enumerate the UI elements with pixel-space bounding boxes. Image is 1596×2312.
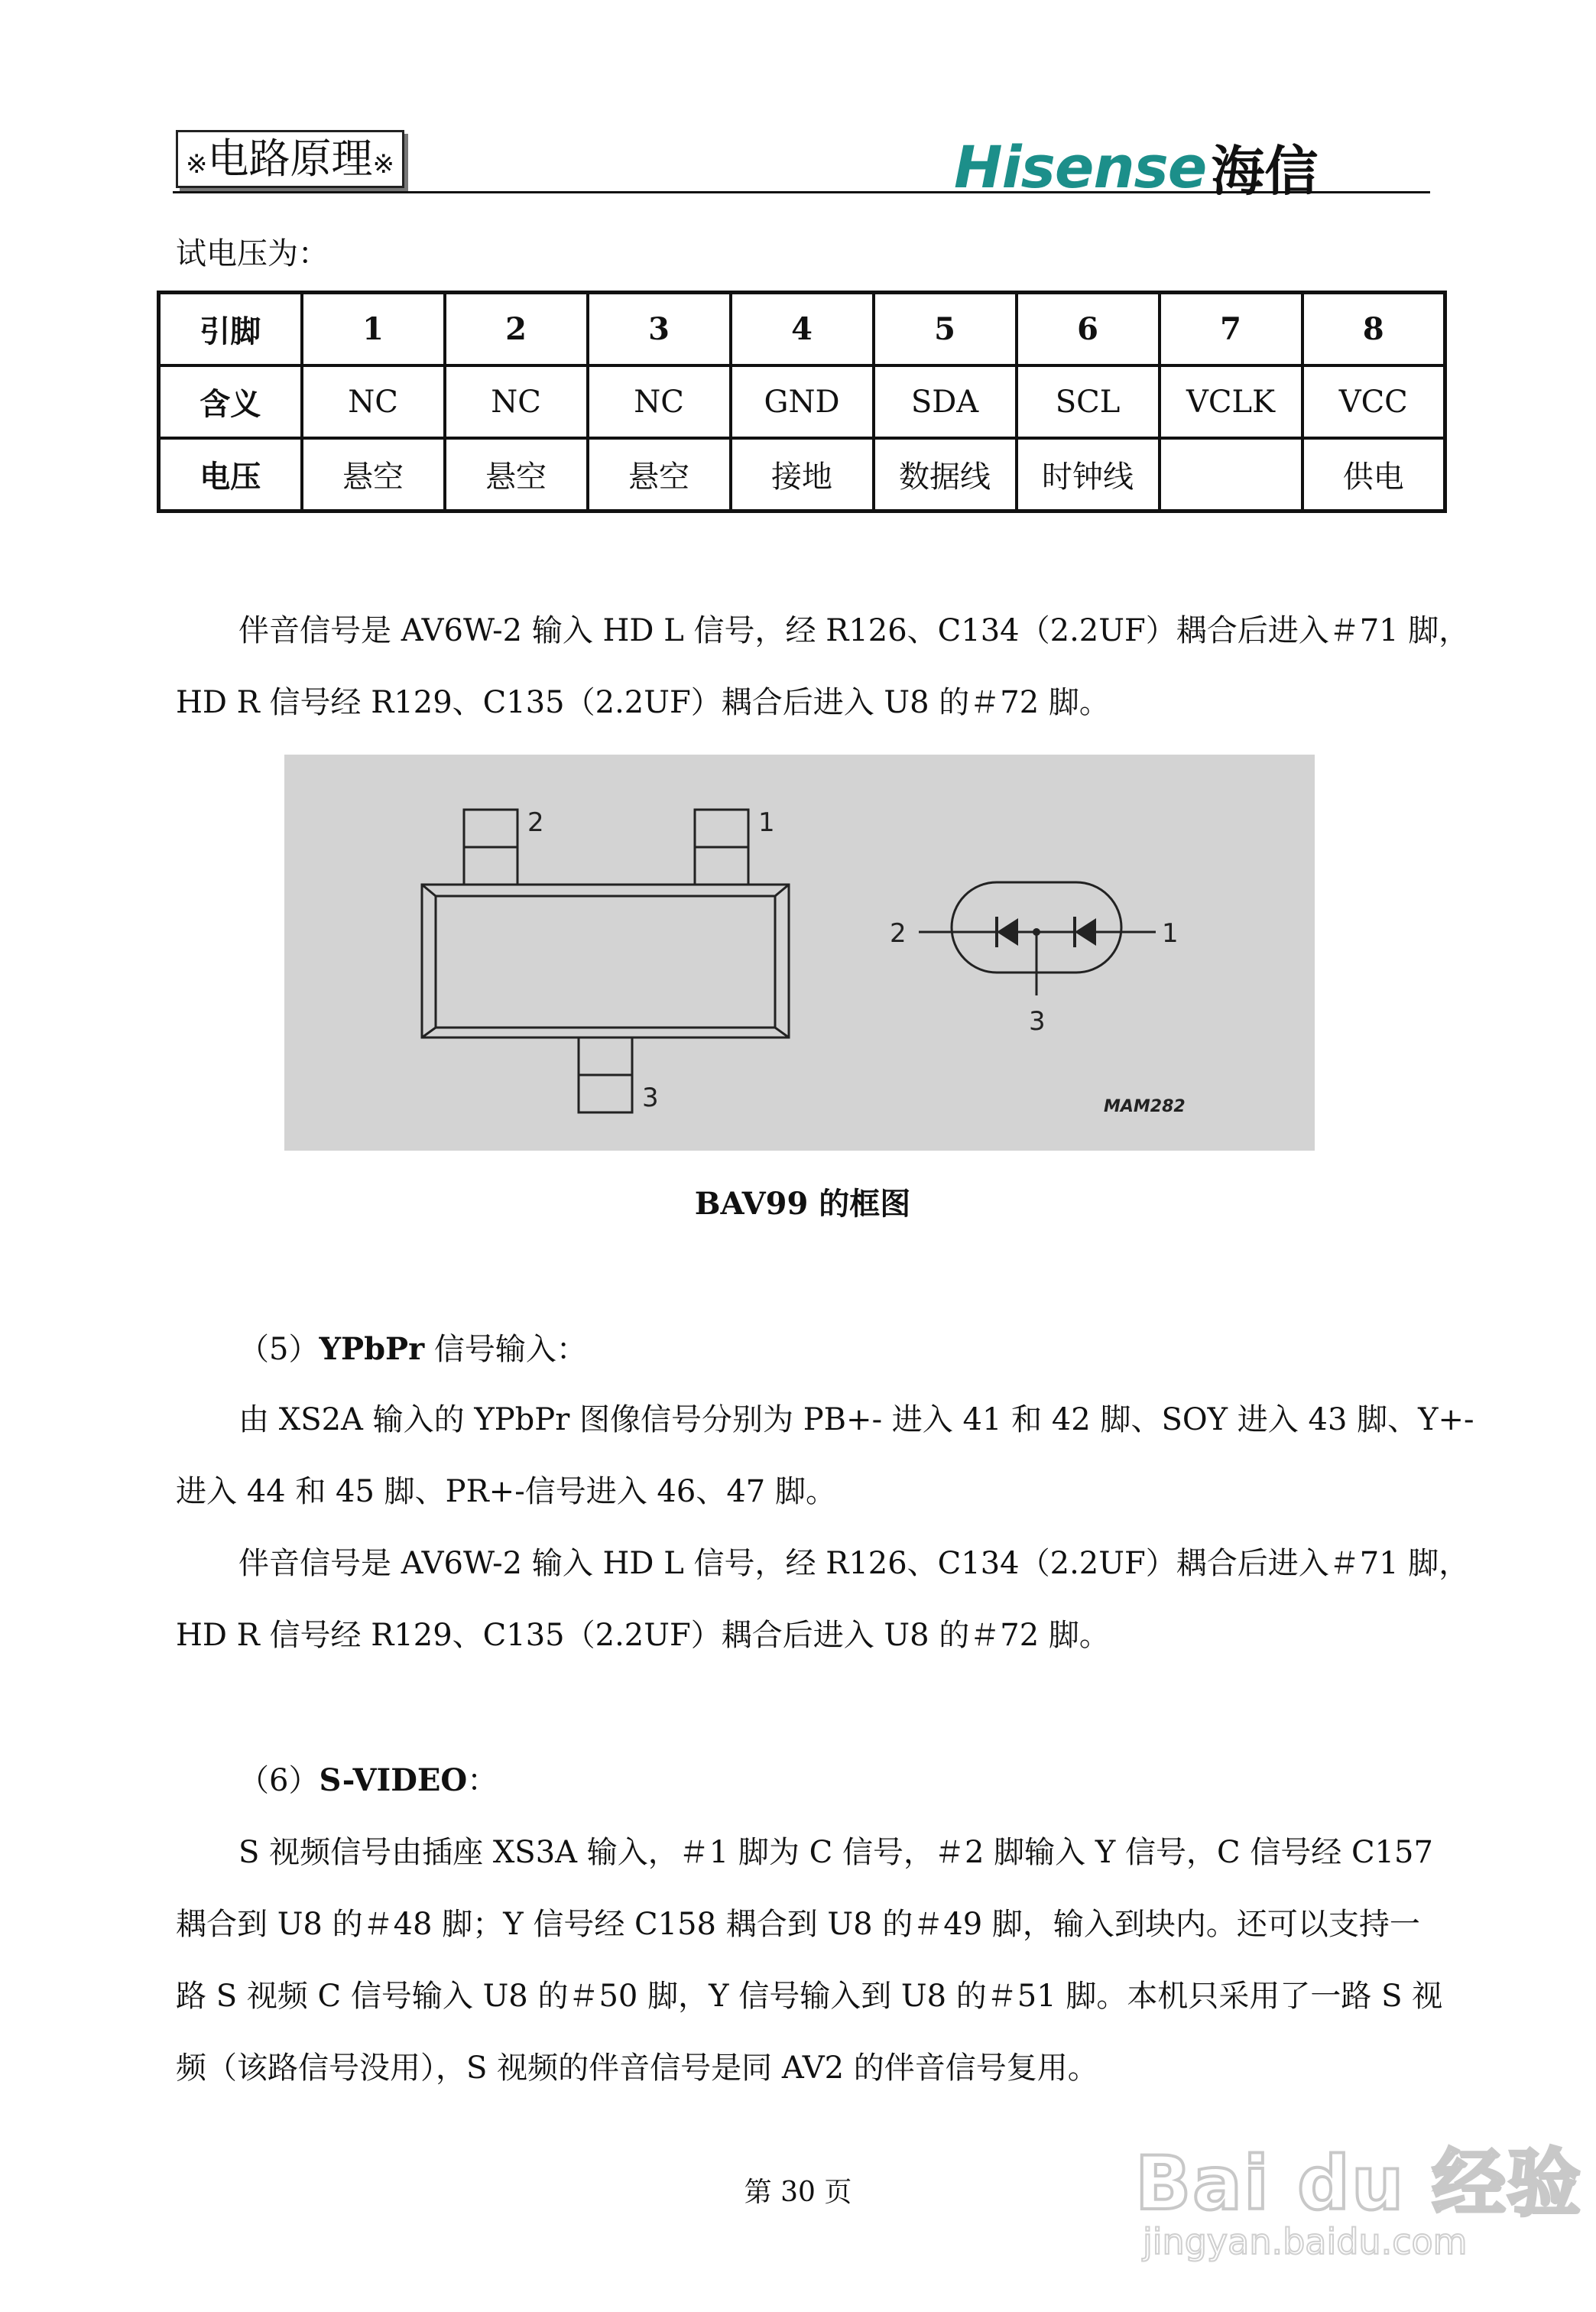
section5-line2: 进入 44 和 45 脚、PR+-信号进入 46、47 脚。 (176, 1474, 836, 1509)
section6-heading-rest: ： (467, 1763, 498, 1798)
para1-line1: 伴音信号是 AV6W-2 输入 HD L 信号，经 R126、C134（2.2UF）耦合后进入＃71 脚， (238, 613, 1470, 648)
section6-heading-num: （6） (238, 1763, 320, 1798)
figure-caption-part: BAV99 (694, 1186, 809, 1222)
table-cell: 含义 (159, 365, 302, 438)
table-cell: 2 (445, 293, 588, 366)
table-row-voltage (159, 438, 1445, 511)
package-label-pin3: 3 (642, 1083, 659, 1113)
baidu-watermark (1135, 2064, 1582, 2271)
table-cell: 8 (1302, 293, 1445, 366)
table-cell: NC (302, 365, 445, 438)
header-divider (173, 191, 1430, 193)
diode-left-icon (997, 918, 1018, 946)
table-cell: VCC (1302, 365, 1445, 438)
table-cell: 供电 (1302, 438, 1445, 511)
figure-caption (176, 1177, 1429, 1231)
table-cell: 7 (1160, 293, 1302, 366)
logo-chinese-text: 海信 (1211, 140, 1319, 203)
junction-dot (1033, 928, 1040, 936)
page-number: 第 30 页 (744, 2177, 852, 2208)
section5-heading (176, 1313, 1429, 1385)
diode-right-icon (1075, 918, 1096, 946)
table-cell: 引脚 (159, 293, 302, 366)
table-cell: 数据线 (874, 438, 1017, 511)
table-cell: GND (731, 365, 874, 438)
section5-heading-rest: 信号输入： (424, 1332, 587, 1367)
watermark-url: jingyan.baidu.com (1143, 2221, 1468, 2262)
section6-line3: 路 S 视频 C 信号输入 U8 的＃50 脚，Y 信号输入到 U8 的＃51 脚。本机只采用了一路 S 视 (176, 1979, 1443, 2014)
section6-line4: 频（该路信号没用），S 视频的伴音信号是同 AV2 的伴音信号复用。 (176, 2051, 1098, 2086)
section-title-box (176, 130, 404, 188)
table-cell: 电压 (159, 438, 302, 511)
table-cell: 5 (874, 293, 1017, 366)
symbol-label-pin3: 3 (1029, 1006, 1046, 1037)
symbol-label-pin1: 1 (1162, 918, 1179, 949)
section5-line4: HD R 信号经 R129、C135（2.2UF）耦合后进入 U8 的＃72 脚。 (176, 1618, 1110, 1653)
section5-heading-num: （5） (238, 1332, 320, 1367)
section6-heading (176, 1745, 1429, 1817)
section-marker-left: ※ (186, 149, 208, 180)
logo-latin-text: Hisense (954, 133, 1207, 201)
section6-heading-text: S-VIDEO (319, 1762, 468, 1798)
figure-caption-rest: 的框图 (808, 1186, 911, 1222)
table-row-meaning (159, 365, 1445, 438)
bav99-diagram-svg (284, 755, 1315, 1151)
table-cell: 3 (588, 293, 731, 366)
package-body-outer (422, 885, 789, 1037)
section6-line1: S 视频信号由插座 XS3A 输入，＃1 脚为 C 信号，＃2 脚输入 Y 信号，C 信号经 C157 (238, 1835, 1433, 1870)
table-cell: SCL (1017, 365, 1160, 438)
intro-text: 试电压为： (176, 236, 329, 271)
table-cell: 悬空 (588, 438, 731, 511)
section5-line3: 伴音信号是 AV6W-2 输入 HD L 信号，经 R126、C134（2.2UF）耦合后进入＃71 脚， (238, 1546, 1470, 1581)
table-cell: 悬空 (445, 438, 588, 511)
table-cell: NC (445, 365, 588, 438)
bav99-diagram (284, 755, 1315, 1151)
section5-line1: 由 XS2A 输入的 YPbPr 图像信号分别为 PB+- 进入 41 和 42 脚、SOY 进入 43 脚、Y+- (238, 1402, 1474, 1437)
table-cell: 时钟线 (1017, 438, 1160, 511)
table-cell: 悬空 (302, 438, 445, 511)
table-cell: 接地 (731, 438, 874, 511)
section-title: 电路原理 (207, 135, 373, 183)
package-body-inner (436, 896, 775, 1028)
table-cell: 4 (731, 293, 874, 366)
figure-code: MAM282 (1104, 1097, 1186, 1116)
section-marker-right: ※ (372, 149, 394, 180)
table-cell (1160, 438, 1302, 511)
package-label-pin1: 1 (758, 807, 775, 838)
package-label-pin2: 2 (527, 807, 544, 838)
section5-heading-text: YPbPr (319, 1331, 425, 1367)
para1-line2: HD R 信号经 R129、C135（2.2UF）耦合后进入 U8 的＃72 脚。 (176, 685, 1110, 720)
table-cell: VCLK (1160, 365, 1302, 438)
table-cell: NC (588, 365, 731, 438)
table-cell: 1 (302, 293, 445, 366)
table-cell: SDA (874, 365, 1017, 438)
symbol-label-pin2: 2 (890, 918, 907, 949)
watermark-brand: Bai du 经验 (1135, 2141, 1582, 2226)
hisense-logo (954, 128, 1318, 206)
section6-line2: 耦合到 U8 的＃48 脚；Y 信号经 C158 耦合到 U8 的＃49 脚，输入到块内。还可以支持一 (176, 1907, 1420, 1942)
table-row-pin (159, 293, 1445, 366)
table-cell: 6 (1017, 293, 1160, 366)
pin-table (157, 291, 1447, 513)
